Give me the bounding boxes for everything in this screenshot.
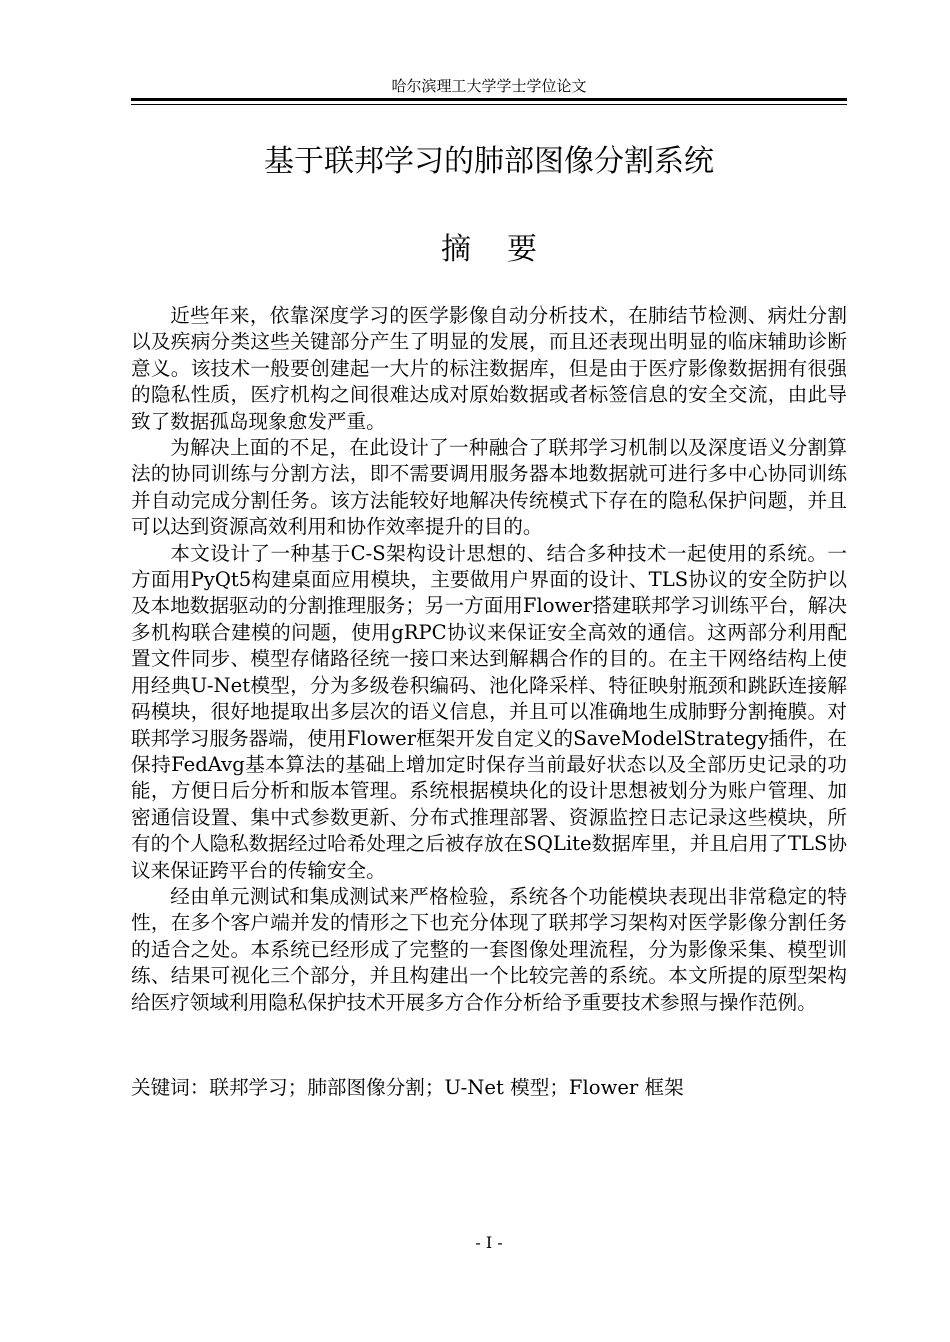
abstract-paragraph-3: 本文设计了一种基于C-S架构设计思想的、结合多种技术一起使用的系统。一方面用PyQt5构建桌面应用模块，主要做用户界面的设计、TLS协议的安全防护以及本地数据驱动的分割推理服务；另一方面用Flower搭建联邦学习训练平台，解决多机构联合建模的问题，使用gRPC协议来保证安全高效的通信。这两部分利用配置文件同步、模型存储路径统一接口来达到解耦合作的目的。在主干网络结构上使用经典U-Net模型，分为多级卷积编码、池化降采样、特征映射瓶颈和跳跃连接解码模块，很好地提取出多层次的语义信息，并且可以准确地生成肺野分割掩膜。对联邦学习服务器端，使用Flower框架开发自定义的SaveModelStrategy插件，在保持FedAvg基本算法的基础上增加定时保存当前最好状态以及全部历史记录的功能，方便日后分析和版本管理。系统根据模块化的设计思想被划分为账户管理、加密通信设置、集中式参数更新、分布式推理部署、资源监控日志记录这些模块，所有的个人隐私数据经过哈希处理之后被存放在SQLite数据库里，并且启用了TLS协议来保证跨平台的传输安全。: [131, 541, 847, 882]
keywords-text: 联邦学习；肺部图像分割；U-Net 模型；Flower 框架: [209, 1076, 684, 1099]
document-title: 基于联邦学习的肺部图像分割系统: [264, 144, 714, 179]
abstract-paragraph-2: 为解决上面的不足，在此设计了一种融合了联邦学习机制以及深度语义分割算法的协同训练与分割方法，即不需要调用服务器本地数据就可进行多中心协同训练并自动完成分割任务。该方法能较好地解决传统模式下存在的隐私保护问题，并且可以达到资源高效利用和协作效率提升的目的。: [131, 436, 847, 539]
abstract-heading: 摘要: [441, 232, 573, 267]
abstract-paragraph-4: 经由单元测试和集成测试来严格检验，系统各个功能模块表现出非常稳定的特性，在多个客户端并发的情形之下也充分体现了联邦学习架构对医学影像分割任务的适合之处。本系统已经形成了完整的一套图像处理流程，分为影像采集、模型训练、结果可视化三个部分，并且构建出一个比较完善的系统。本文所提的原型架构给医疗领域利用隐私保护技术开展多方合作分析给予重要技术参照与操作范例。: [131, 884, 847, 1014]
page-header: 哈尔滨理工大学学士学位论文: [391, 77, 587, 95]
keywords-line: [131, 1075, 847, 1101]
header-rule-thin: [131, 104, 847, 105]
header-rule-thick: [131, 98, 847, 101]
page-number: - I -: [475, 1233, 503, 1252]
abstract-paragraph-1: 近些年来，依靠深度学习的医学影像自动分析技术，在肺结节检测、病灶分割以及疾病分类这些关键部分产生了明显的发展，而且还表现出明显的临床辅助诊断意义。该技术一般要创建起一大片的标注数据库，但是由于医疗影像数据拥有很强的隐私性质，医疗机构之间很难达成对原始数据或者标签信息的安全交流，由此导致了数据孤岛现象愈发严重。: [131, 304, 847, 433]
keywords-label: 关键词：: [131, 1076, 210, 1099]
abstract-body: [131, 303, 847, 1016]
